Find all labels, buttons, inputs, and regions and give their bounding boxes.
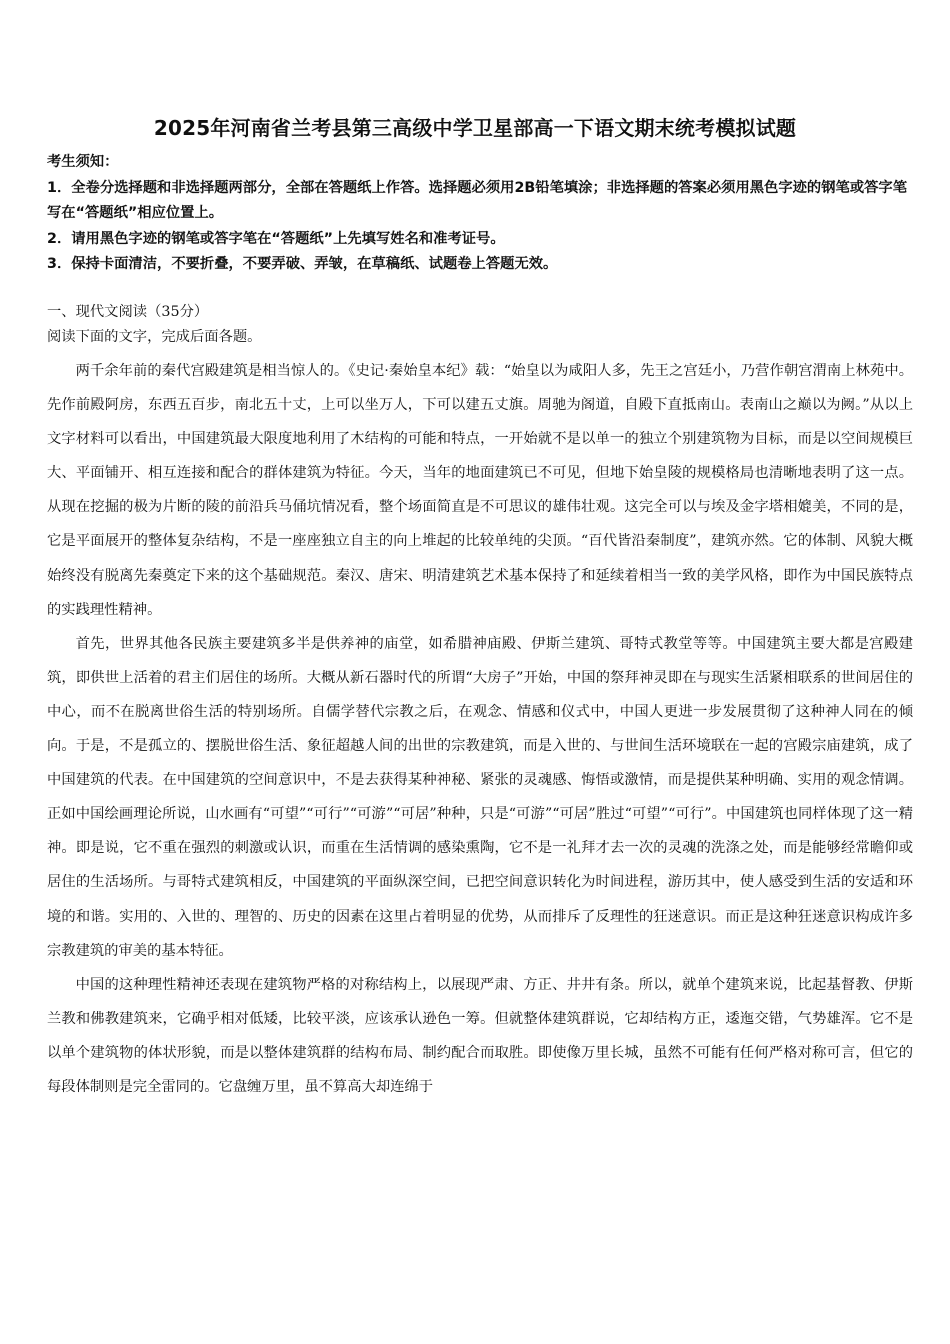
passage-paragraph: 首先，世界其他各民族主要建筑多半是供养神的庙堂，如希腊神庙殿、伊斯兰建筑、哥特式教堂等等。中国建筑主要大都是宫殿建筑，即供世上活着的君主们居住的场所。大概从新石器时代的所谓“大房子”开始，中国的祭拜神灵即在与现实生活紧相联系的世间居住的中心，而不在脱离世俗生活的特别场所。自儒学替代宗教之后，在观念、情感和仪式中，中国人更进一步发展贯彻了这种神人同在的倾向。于是，不是孤立的、摆脱世俗生活、象征超越人间的出世的宗教建筑，而是入世的、与世间生活环境联在一起的宫殿宗庙建筑，成了中国建筑的代表。在中国建筑的空间意识中，不是去获得某种神秘、紧张的灵魂感、悔悟或激情，而是提供某种明确、实用的观念情调。正如中国绘画理论所说，山水画有“可望”“可行”“可游”“可居”种种，只是“可游”“可居”胜过“可望”“可行”。中国建筑也同样体现了这一精神。即是说，它不重在强烈的刺激或认识，而重在生活情调的感染熏陶，它不是一礼拜才去一次的灵魂的洗涤之处，而是能够经常瞻仰或居住的生活场所。与哥特式建筑相反，中国建筑的平面纵深空间，已把空间意识转化为时间进程，游历其中，使人感受到生活的安适和环境的和谐。实用的、入世的、理智的、历史的因素在这里占着明显的优势，从而排斥了反理性的狂迷意识。而正是这种狂迷意识构成许多宗教建筑的审美的基本特征。	[47, 635, 913, 959]
candidate-notice	[47, 150, 915, 278]
exam-title: 2025年河南省兰考县第三高级中学卫星部高一下语文期末统考模拟试题	[153, 116, 797, 140]
section-heading: 一、现代文阅读（35分）	[47, 304, 209, 320]
reading-passage	[47, 354, 913, 1104]
notice-item: 2．请用黑色字迹的钢笔或答字笔在“答题纸”上先填写姓名和准考证号。	[47, 230, 505, 247]
notice-item: 1．全卷分选择题和非选择题两部分，全部在答题纸上作答。选择题必须用2B铅笔填涂；非选择题的答案必须用黑色字迹的钢笔或答字笔写在“答题纸”相应位置上。	[47, 179, 908, 221]
notice-item: 3．保持卡面清洁，不要折叠，不要弄破、弄皱，在草稿纸、试题卷上答题无效。	[47, 256, 558, 272]
passage-paragraph: 中国的这种理性精神还表现在建筑物严格的对称结构上，以展现严肃、方正、井井有条。所以，就单个建筑来说，比起基督教、伊斯兰教和佛教建筑来，它确乎相对低矮，比较平淡，应该承认逊色一筹。但就整体建筑群说，它却结构方正，逶迤交错，气势雄浑。它不是以单个建筑物的体状形貌，而是以整体建筑群的结构布局、制约配合而取胜。即使像万里长城，虽然不可能有任何严格对称可言，但它的每段体制则是完全雷同的。它盘缠万里，虽不算高大却连绵于	[47, 976, 913, 1095]
passage-paragraph: 两千余年前的秦代宫殿建筑是相当惊人的。《史记·秦始皇本纪》载：“始皇以为咸阳人多，先王之宫廷小，乃营作朝宫渭南上林苑中。先作前殿阿房，东西五百步，南北五十丈，上可以坐万人，下可以建五丈旗。周驰为阁道，自殿下直抵南山。表南山之巅以为阙。”从以上文字材料可以看出，中国建筑最大限度地利用了木结构的可能和特点，一开始就不是以单一的独立个别建筑物为目标，而是以空间规模巨大、平面铺开、相互连接和配合的群体建筑为特征。今天，当年的地面建筑已不可见，但地下始皇陵的规模格局也清晰地表明了这一点。从现在挖掘的极为片断的陵的前沿兵马俑坑情况看，整个场面简直是不可思议的雄伟壮观。这完全可以与埃及金字塔相媲美，不同的是，它是平面展开的整体复杂结构，不是一座座独立自主的向上堆起的比较单纯的尖顶。“百代皆沿秦制度”，建筑亦然。它的体制、风貌大概始终没有脱离先秦奠定下来的这个基础规范。秦汉、唐宋、明清建筑艺术基本保持了和延续着相当一致的美学风格，即作为中国民族特点的实践理性精神。	[47, 363, 913, 618]
notice-heading: 考生须知：	[47, 154, 119, 170]
section-instruction: 阅读下面的文字，完成后面各题。	[47, 329, 262, 345]
section-header	[47, 300, 915, 350]
